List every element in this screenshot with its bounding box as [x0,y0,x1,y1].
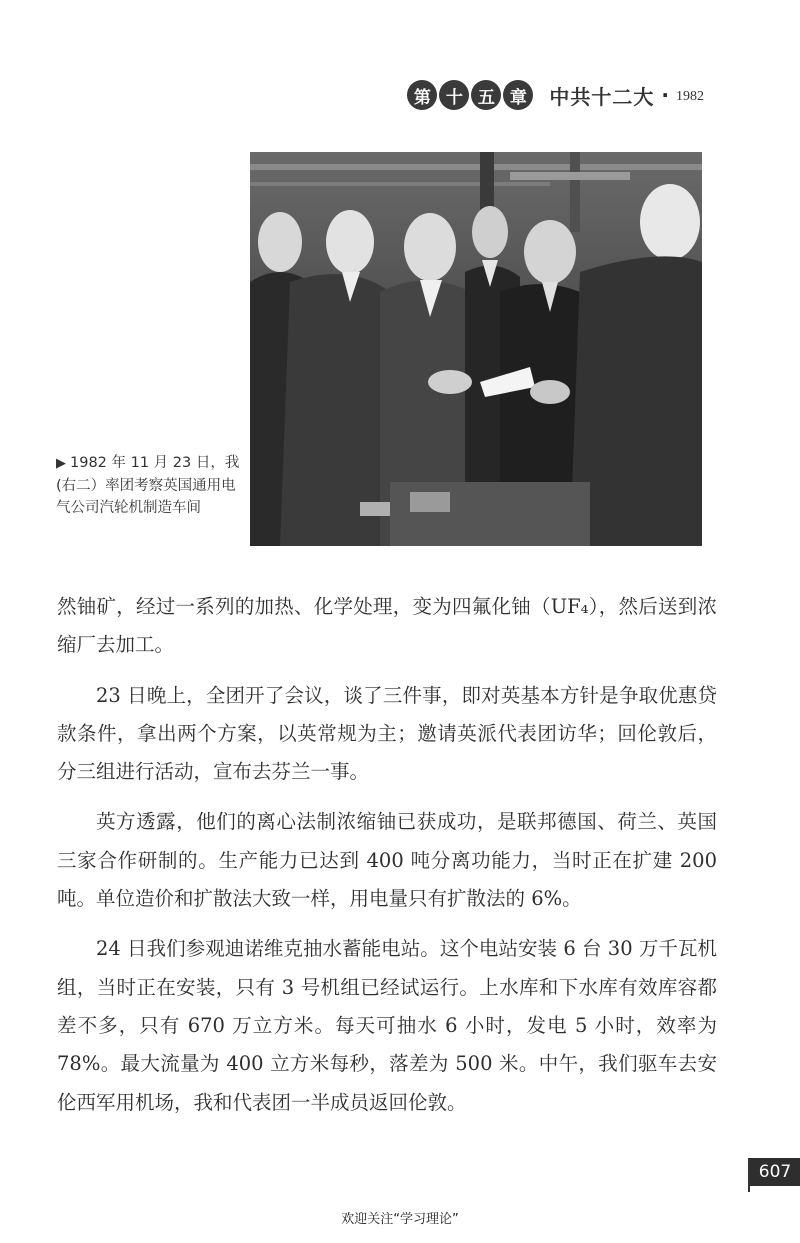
paragraph: 英方透露，他们的离心法制浓缩铀已获成功，是联邦德国、荷兰、英国三家合作研制的。生产能力已达到 400 吨分离功能力，当时正在扩建 200 吨。单位造价和扩散法大致一样，用电量只有扩散法的 6%。 [57,810,717,911]
running-header [407,78,704,112]
chapter-char: 章 [503,80,533,110]
photo-illustration [250,152,702,546]
chapter-number [407,80,533,110]
paragraph: 然铀矿，经过一系列的加热、化学处理，变为四氟化铀（UF₄），然后送到浓缩厂去加工。 [57,595,717,657]
paragraph: 23 日晚上，全团开了会议，谈了三件事，即对英基本方针是争取优惠贷款条件，拿出两个方案，以英常规为主；邀请英派代表团访华；回伦敦后，分三组进行活动，宣布去芬兰一事。 [57,683,717,784]
chapter-char: 第 [407,80,437,110]
header-year: 1982 [676,89,704,104]
triangle-marker-icon: ▶ [56,456,66,471]
photo-caption [56,452,248,519]
chapter-char: 五 [471,80,501,110]
chapter-char: 十 [439,80,469,110]
factory-visit-photo [250,152,702,546]
paragraph: 24 日我们参观迪诺维克抽水蓄能电站。这个电站安装 6 台 30 万千瓦机组，当时正在安装，只有 3 号机组已经试运行。上水库和下水库有效库容都差不多，只有 670 万立方米。每天可抽水 6 小时，发电 5 小时，效率为 78%。最大流量为 400 立方米每秒，落差为 500 米。中午，我们驱车去安伦西军用机场，我和代表团一半成员返回伦敦。 [57,937,717,1114]
page-number: 607 [750,1158,800,1186]
body-text [57,588,717,1122]
chapter-title: 中共十二大 [549,84,655,109]
header-separator: · [661,83,669,107]
footer-note: 欢迎关注“学习理论” [341,1212,459,1227]
caption-text: 1982 年 11 月 23 日，我(右二）率团考察英国通用电气公司汽轮机制造车间 [56,455,240,516]
